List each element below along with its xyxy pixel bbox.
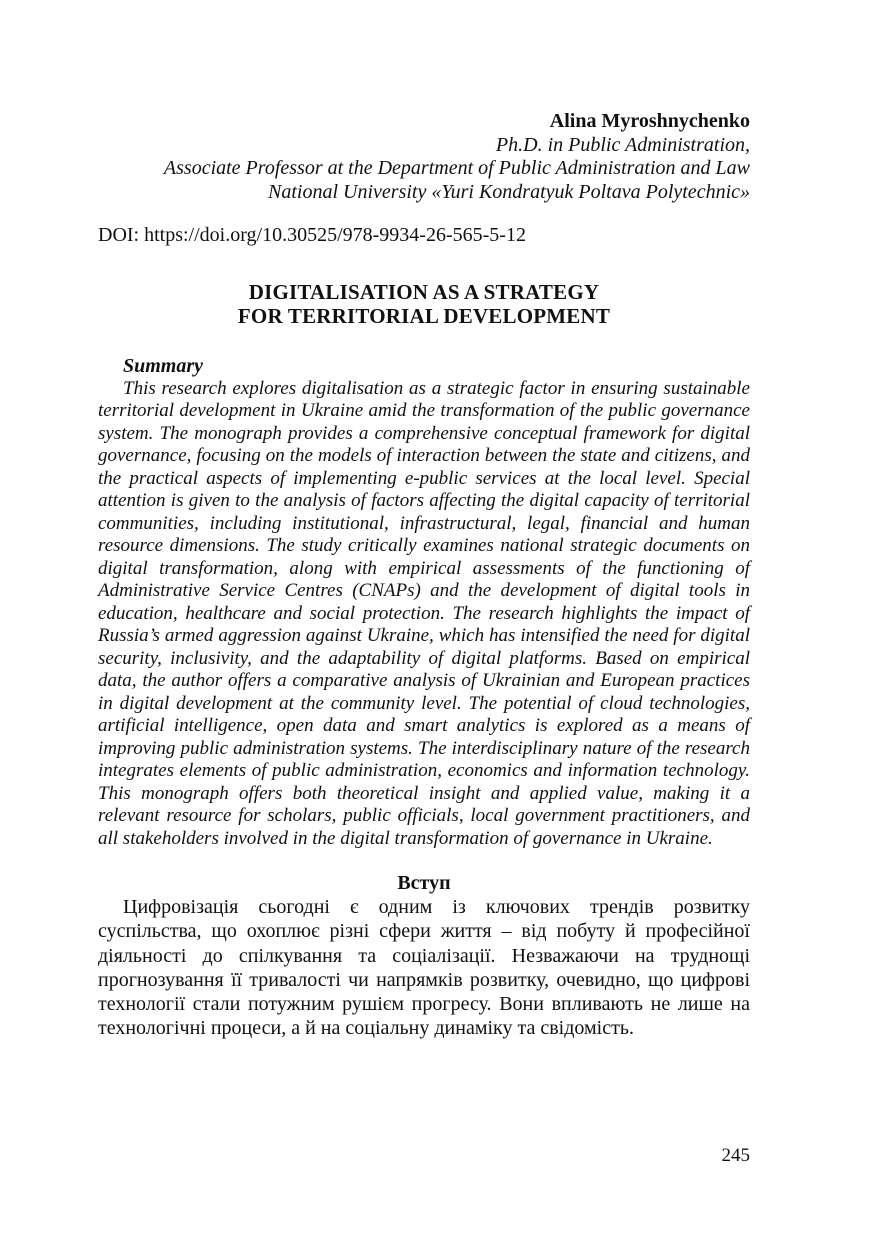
paper-title xyxy=(98,280,750,328)
author-name: Alina Myroshnychenko xyxy=(549,110,750,132)
intro-heading: Вступ xyxy=(397,872,451,894)
paper-title-line2: FOR TERRITORIAL DEVELOPMENT xyxy=(237,304,611,328)
doi-line: DOI: https://doi.org/10.30525/978-9934-26-565-5-12 xyxy=(98,224,526,246)
page-number: 245 xyxy=(721,1145,750,1166)
author-degree: Ph.D. in Public Administration, xyxy=(495,133,750,156)
author-affiliation: National University «Yuri Kondratyuk Poltava Polytechnic» xyxy=(268,180,750,203)
summary-text: This research explores digitalisation as a strategic factor in ensuring sustainable territorial development in Ukraine amid the transformation of the public governance system. The monograph provides a comprehensive conceptual framework for digital governance, focusing on the models of interaction between the state and citizens, and the practical aspects of implementing e-public services at the local level. Special attention is given to the analysis of factors affecting the digital capacity of territorial communities, including institutional, infrastructural, legal, financial and human resource dimensions. The study critically examines national strategic documents on digital transformation, along with empirical assessments of the functioning of Administrative Service Centres (CNAPs) and the development of digital tools in education, healthcare and social protection. The research highlights the impact of Russia’s armed aggression against Ukraine, which has intensified the need for digital security, inclusivity, and the adaptability of digital platforms. Based on empirical data, the author offers a comparative analysis of Ukrainian and European practices in digital development at the community level. The potential of cloud technologies, artificial intelligence, open data and smart analytics is explored as a means of improving public administration systems. The interdisciplinary nature of the research integrates elements of public administration, economics and information technology. This monograph offers both theoretical insight and applied value, making it a relevant resource for scholars, public officials, local government practitioners, and all stakeholders involved in the digital transformation of governance in Ukraine. xyxy=(98,377,750,849)
author-position: Associate Professor at the Department of Public Administration and Law xyxy=(163,157,750,179)
summary-heading: Summary xyxy=(123,355,204,377)
intro-text: Цифровізація сьогодні є одним із ключових трендів розвитку суспільства, що охоплює різні сфери життя – від побуту й професійної діяльності до спілкування та соціалізації. Незважаючи на труднощі прогнозування її тривалості чи напрямків розвитку, очевидно, що цифрові технології стали потужним рушієм прогресу. Вони впливають не лише на технологічні процеси, а й на соціальну динаміку та свідомість. xyxy=(98,896,750,1040)
author-block xyxy=(98,110,750,204)
paper-title-line1: DIGITALISATION AS A STRATEGY xyxy=(248,280,600,304)
page-content xyxy=(98,0,750,1041)
